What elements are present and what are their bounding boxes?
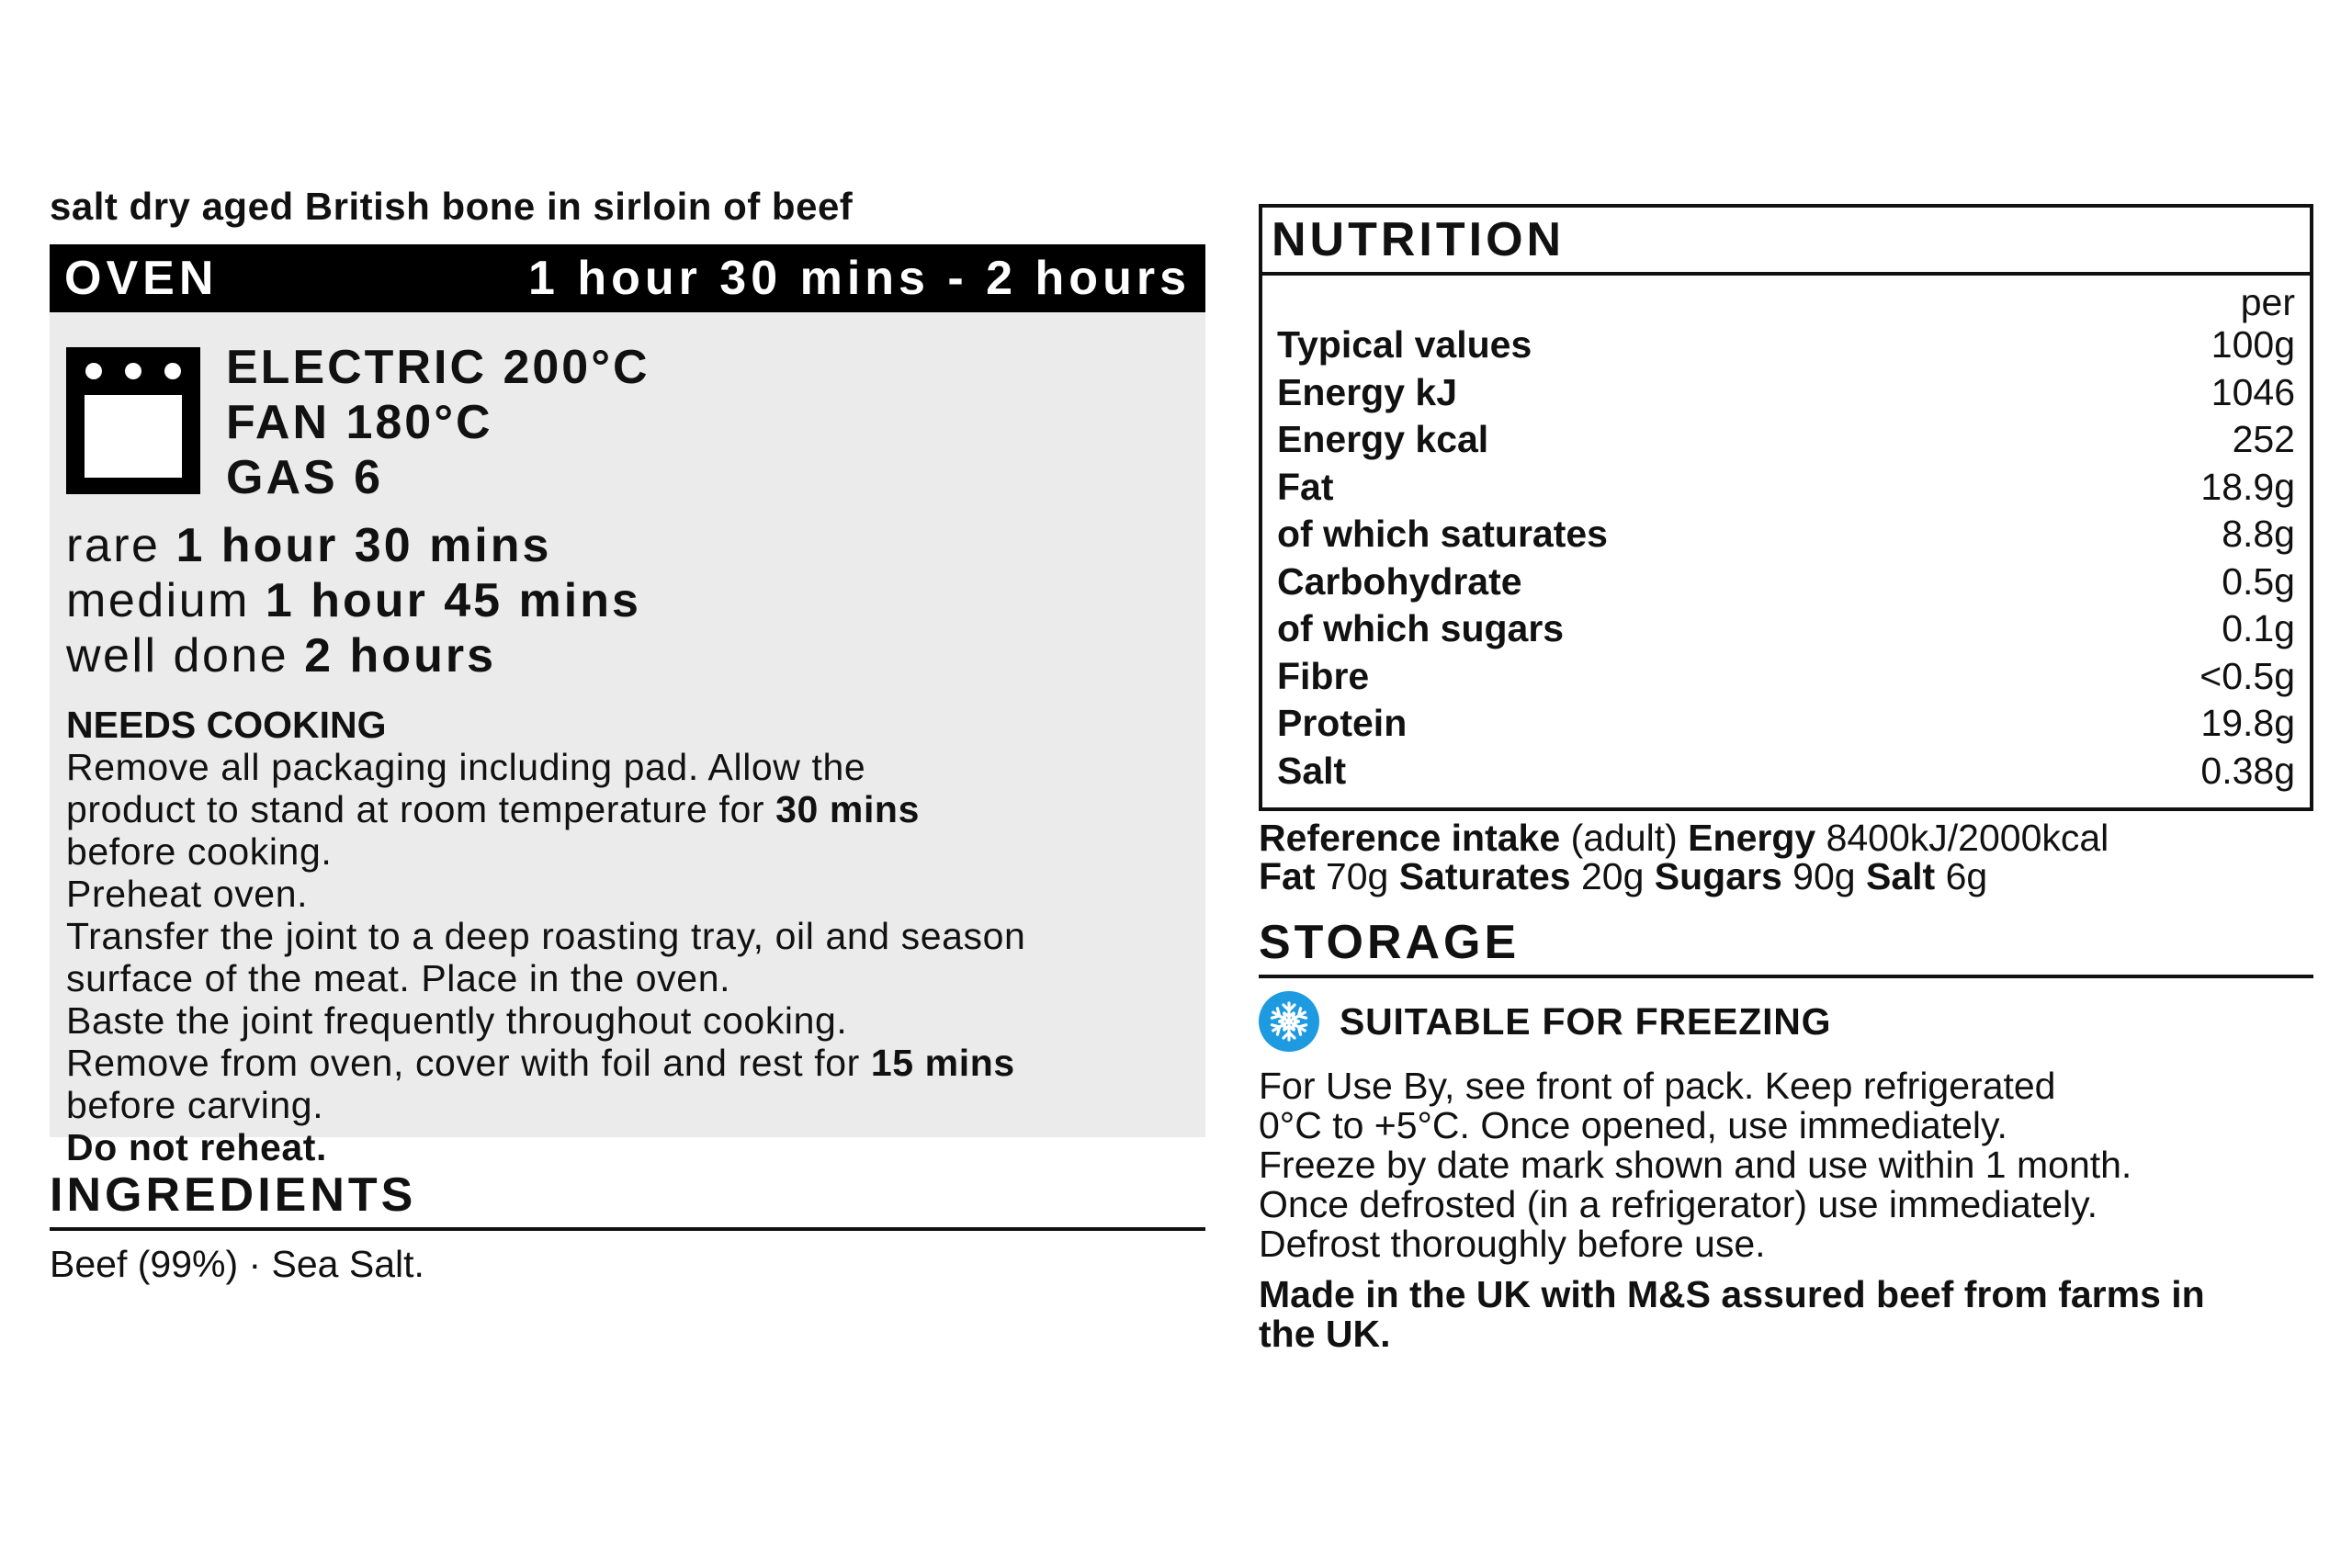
storage-text: [1259, 1066, 2313, 1264]
table-row: Carbohydrate 0.5g: [1277, 559, 2295, 603]
storage-line: Freeze by date mark shown and use within 1 month.: [1259, 1144, 2132, 1186]
instruction-line: surface of the meat. Place in the oven.: [66, 957, 731, 999]
per-unit-label: 100g: [2211, 323, 2295, 366]
oven-instructions-panel: [50, 312, 1205, 1168]
ingredients-heading: INGREDIENTS: [50, 1168, 1205, 1231]
fan-temp: FAN 180°C: [226, 396, 493, 449]
instruction-line: Transfer the joint to a deep roasting tray, oil and season: [66, 915, 1026, 957]
storage-heading: STORAGE: [1259, 916, 2313, 978]
ingredients-text: Beef (99%) · Sea Salt.: [50, 1243, 424, 1285]
needs-cooking-heading: NEEDS COOKING: [66, 704, 387, 746]
nutrition-header-row: [1277, 321, 2295, 369]
oven-temperatures: [66, 340, 1189, 505]
oven-icon: [66, 347, 200, 494]
doneness-time: 1 hour 30 mins: [175, 519, 552, 572]
doneness-level: rare: [66, 519, 161, 572]
origin-line: Made in the UK with M&S assured beef from farms in: [1259, 1273, 2205, 1315]
nutrition-heading: NUTRITION: [1262, 208, 2310, 276]
instruction-line: Baste the joint frequently throughout cooking.: [66, 999, 848, 1042]
do-not-reheat: Do not reheat.: [66, 1126, 328, 1168]
doneness-times: [66, 518, 1189, 683]
instruction-line: product to stand at room temperature for 30 mins: [66, 788, 920, 830]
oven-header-bar: [50, 244, 1205, 312]
instruction-line: Preheat oven.: [66, 873, 309, 915]
per-label: per: [2240, 281, 2295, 323]
typical-values-label: Typical values: [1277, 323, 1532, 366]
instruction-line: before cooking.: [66, 830, 333, 873]
storage-line: Defrost thoroughly before use.: [1259, 1223, 1766, 1265]
origin-line: the UK.: [1259, 1313, 1391, 1355]
origin-statement: [1259, 1275, 2313, 1354]
snowflake-icon: [1259, 991, 1319, 1052]
table-row: Fat 18.9g: [1277, 465, 2295, 508]
oven-label: OVEN: [64, 252, 219, 305]
doneness-time: 2 hours: [304, 629, 496, 682]
freezing-notice: [1259, 991, 2313, 1052]
storage-line: Once defrosted (in a refrigerator) use immediately.: [1259, 1183, 2098, 1225]
reference-intake: Reference intake (adult) Energy 8400kJ/2000kcal Fat 70g Saturates 20g Sugars 90g Salt 6g: [1259, 817, 2109, 897]
info-column: [1259, 204, 2313, 1354]
cooking-column: [50, 184, 1205, 1286]
instruction-line: Remove all packaging including pad. Allow the: [66, 746, 866, 788]
table-row: Protein 19.8g: [1277, 702, 2295, 744]
table-row: Salt 0.38g: [1277, 749, 2295, 792]
instruction-line: before carving.: [66, 1084, 324, 1126]
nutrition-table: [1259, 204, 2313, 811]
product-name: salt dry aged British bone in sirloin of beef: [50, 185, 854, 228]
storage-line: 0°C to +5°C. Once opened, use immediately.: [1259, 1104, 2007, 1146]
doneness-level: medium: [66, 574, 250, 627]
doneness-row: [66, 573, 1189, 628]
instruction-line: Remove from oven, cover with foil and rest for 15 mins: [66, 1042, 1015, 1084]
storage-line: For Use By, see front of pack. Keep refrigerated: [1259, 1065, 2056, 1107]
table-row: of which saturates 8.8g: [1277, 513, 2295, 555]
doneness-row: [66, 518, 1189, 573]
oven-total-time: 1 hour 30 mins - 2 hours: [527, 252, 1191, 305]
electric-temp: ELECTRIC 200°C: [226, 341, 650, 394]
cooking-instructions: [66, 746, 1189, 1168]
table-row: of which sugars 0.1g: [1277, 607, 2295, 649]
table-row: Fibre <0.5g: [1277, 654, 2295, 697]
table-row: Energy kJ 1046: [1277, 370, 2295, 413]
gas-mark: GAS 6: [226, 451, 384, 504]
freezing-label: SUITABLE FOR FREEZING: [1340, 999, 1832, 1043]
nutrition-body: [1262, 276, 2310, 807]
table-row: Energy kcal 252: [1277, 418, 2295, 460]
doneness-time: 1 hour 45 mins: [265, 574, 641, 627]
temperature-list: [226, 340, 650, 505]
doneness-level: well done: [66, 629, 289, 682]
doneness-row: [66, 628, 1189, 683]
